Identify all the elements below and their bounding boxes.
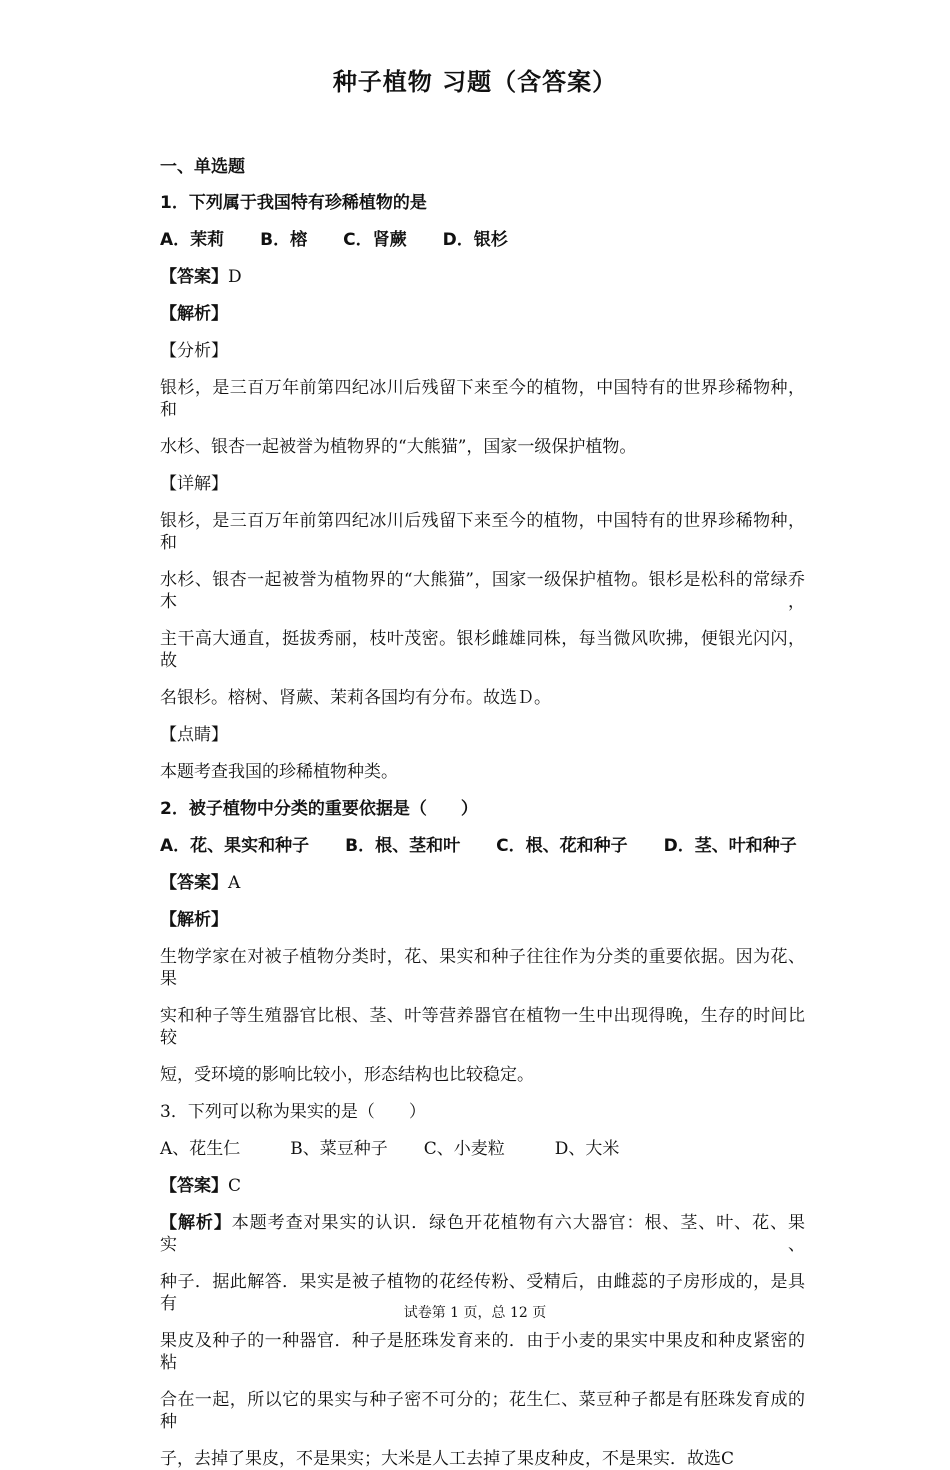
question-2-stem: 2．被子植物中分类的重要依据是（ ）: [160, 799, 478, 819]
xiangjie-line: 银杉，是三百万年前第四纪冰川后残留下来至今的植物，中国特有的世界珍稀物种，和: [160, 511, 805, 553]
question-3-stem: 3．下列可以称为果实的是（ ）: [160, 1102, 426, 1122]
option-d: D．茎、叶和种子: [663, 836, 797, 856]
jiexi-line: 生物学家在对被子植物分类时，花、果实和种子往往作为分类的重要依据。因为花、果: [160, 947, 805, 989]
option-a: A．花、果实和种子: [160, 836, 310, 856]
question-3-answer: 【答案】C: [160, 1176, 242, 1196]
option-c: C、小麦粒: [423, 1139, 505, 1159]
fenxi-line: 银杉，是三百万年前第四纪冰川后残留下来至今的植物，中国特有的世界珍稀物种，和: [160, 378, 805, 420]
option-c: C．根、花和种子: [496, 836, 628, 856]
option-c: C．肾蕨: [343, 230, 407, 250]
fenxi-line: 水杉、银杏一起被誉为植物界的“大熊猫”，国家一级保护植物。: [160, 437, 637, 457]
xiangjie-line: 主干高大通直，挺拔秀丽，枝叶茂密。银杉雌雄同株，每当微风吹拂，便银光闪闪，故: [160, 629, 805, 671]
option-b: B．根、茎和叶: [345, 836, 461, 856]
question-1-xiangjie-label: 【详解】: [160, 474, 228, 494]
question-1-answer: 【答案】D: [160, 267, 242, 287]
question-1-fenxi-label: 【分析】: [160, 341, 228, 361]
question-3-options: [160, 1138, 805, 1160]
question-1-stem: 1．下列属于我国特有珍稀植物的是: [160, 193, 427, 213]
question-1-jiexi-label: 【解析】: [160, 304, 228, 324]
option-a: A、花生仁: [160, 1139, 241, 1159]
question-2-answer: 【答案】A: [160, 873, 241, 893]
dianjing-text: 本题考查我国的珍稀植物种类。: [160, 762, 398, 782]
jiexi-line: 短，受环境的影响比较小，形态结构也比较稳定。: [160, 1065, 534, 1085]
jiexi-line: 果皮及种子的一种器官．种子是胚珠发育来的．由于小麦的果实中果皮和种皮紧密的粘: [160, 1331, 805, 1373]
question-3-jiexi-first-line: 【解析】本题考查对果实的认识．绿色开花植物有六大器官：根、茎、叶、花、果实、: [160, 1213, 806, 1255]
xiangjie-line: 水杉、银杏一起被誉为植物界的“大熊猫”，国家一级保护植物。银杉是松科的常绿乔木，: [160, 570, 805, 612]
jiexi-line: 实和种子等生殖器官比根、茎、叶等营养器官在植物一生中出现得晚，生存的时间比较: [160, 1006, 805, 1048]
xiangjie-line: 名银杉。榕树、肾蕨、茉莉各国均有分布。故选Ｄ。: [160, 688, 551, 708]
question-2-jiexi-label: 【解析】: [160, 910, 228, 930]
section-heading: 一、单选题: [160, 157, 245, 177]
option-b: B、菜豆种子: [290, 1139, 388, 1159]
option-d: D．银杉: [442, 230, 508, 250]
question-2-options: [160, 835, 805, 857]
jiexi-line: 种子．据此解答．果实是被子植物的花经传粉、受精后，由雌蕊的子房形成的，是具有: [160, 1272, 805, 1314]
content: [160, 156, 805, 1470]
jiexi-line: 合在一起，所以它的果实与种子密不可分的；花生仁、菜豆种子都是有胚珠发育成的种: [160, 1390, 805, 1432]
page-footer: 试卷第 1 页，总 12 页: [403, 1305, 547, 1321]
question-1-dianjing-label: 【点睛】: [160, 725, 228, 745]
jiexi-line: 子，去掉了果皮，不是果实；大米是人工去掉了果皮种皮，不是果实．故选C: [160, 1449, 735, 1469]
option-d: D、大米: [554, 1139, 620, 1159]
option-a: A．茉莉: [160, 230, 225, 250]
question-1-options: [160, 229, 805, 251]
page-title: 种子植物 习题（含答案）: [332, 68, 618, 96]
option-b: B．榕: [260, 230, 308, 250]
